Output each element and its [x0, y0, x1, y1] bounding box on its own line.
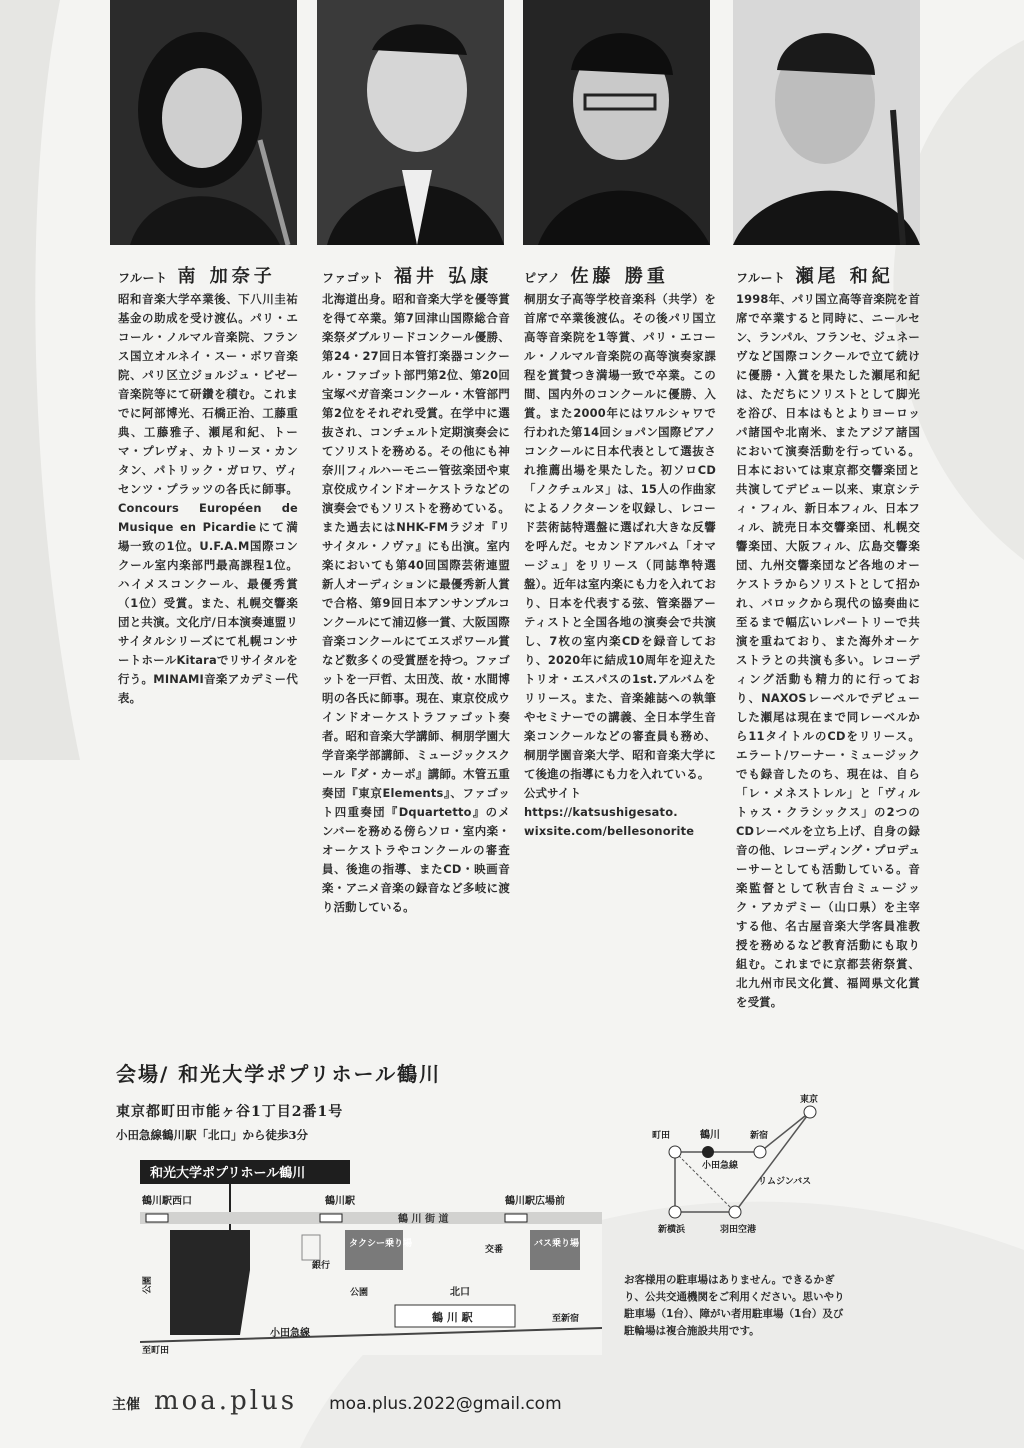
map-to-machida: 至町田 — [142, 1346, 170, 1355]
venue-info — [116, 1058, 441, 1143]
hall-building-shape — [170, 1230, 250, 1335]
map-stop-plaza: 鶴川駅広場前 — [505, 1196, 565, 1207]
performer-name: 南 加奈子 — [177, 266, 276, 287]
map-police-label: 交番 — [485, 1245, 504, 1255]
performer-name: 福井 弘康 — [394, 266, 493, 287]
host-label: 主催 — [112, 1397, 140, 1413]
route-shinyokohama: 新横浜 — [658, 1225, 686, 1235]
performer-name-row — [524, 262, 669, 288]
parking-notice: お客様用の駐車場はありません。できるかぎり、公共交通機関をご利用ください。思いやり駐車場（1台）、障がい者用駐車場（1台）及び駐輪場は複合施設共用です。 — [624, 1274, 845, 1337]
instrument-label: ピアノ — [524, 271, 561, 285]
map-street-label: 鶴 川 街 道 — [398, 1214, 449, 1225]
instrument-label: フルート — [118, 271, 168, 285]
map-hall-label: 和光大学ポプリホール鶴川 — [150, 1166, 306, 1181]
route-odakyu: 小田急線 — [702, 1161, 739, 1171]
brand-logo: moa.plus — [154, 1386, 298, 1416]
map-to-shinjuku: 至新宿 — [552, 1314, 580, 1324]
map-park2-label: 公園 — [350, 1288, 369, 1298]
area-map — [140, 1160, 602, 1355]
map-taxi-label: タクシー乗り場 — [349, 1239, 413, 1249]
map-station-label: 鶴 川 駅 — [432, 1311, 473, 1324]
contact-email[interactable]: moa.plus.2022@gmail.com — [329, 1394, 562, 1414]
map-park1-label: 公園 — [143, 1275, 153, 1294]
route-tokyo: 東京 — [800, 1095, 819, 1105]
route-machida: 町田 — [652, 1131, 671, 1141]
map-north-exit: 北口 — [450, 1287, 470, 1298]
venue-access: 小田急線鶴川駅「北口」から徒歩3分 — [116, 1128, 308, 1142]
performer-name-row — [118, 262, 276, 288]
performer-name-row — [736, 262, 894, 288]
venue-title: 会場/ 和光大学ポプリホール鶴川 — [116, 1062, 442, 1086]
route-haneda: 羽田空港 — [720, 1225, 757, 1235]
route-shinjuku: 新宿 — [750, 1131, 769, 1141]
performer-photo-minami — [110, 0, 297, 245]
performer-bio: 桐朋女子高等学校音楽科（共学）を首席で卒業後渡仏。その後パリ国立高等音楽院を1等賞、パリ・エコール・ノルマル音楽院の高等演奏家課程を賞賛つき満場一致で卒業。この間、国内外のコンクールに優勝、入賞。また2000年にはワルシャワで行われた第14回ショパン国際ピアノコンクールに日本代表として選抜され推薦出場を果たした。初ソロCD「ノクチュルヌ」は、15人の作曲家によるノクターンを収録し、レコード芸術誌特選盤に選ばれ大きな反響を呼んだ。セカンドアルバム「オマージュ」をリリース（同誌準特選盤）。近年は室内楽にも力を入れており、日本を代表する弦、管楽器アーティストと全国各地の演奏会で共演し、7枚の室内楽CDを録音しており、2020年に結成10周年を迎えたトリオ・エスパスの1st.アルバムをリリース。また、音楽雑誌への執筆やセミナーでの講義、全日本学生音楽コンクールなどの審査員も務め、桐朋学園音楽大学、昭和音楽大学にて後進の指導にも力を入れている。 公式サイト https://katsushigesato. wixsite.com/bellesonorite — [524, 292, 716, 838]
map-line-label: 小田急線 — [270, 1328, 310, 1339]
performer-name: 佐藤 勝重 — [570, 266, 669, 287]
map-stop-station: 鶴川駅 — [325, 1196, 355, 1207]
venue-address: 東京都町田市能ヶ谷1丁目2番1号 — [116, 1104, 344, 1120]
bus-stop-icon — [320, 1214, 342, 1222]
performer-name-row — [322, 262, 492, 288]
map-bank-label: 銀行 — [312, 1261, 331, 1271]
map-stop-west: 鶴川駅西口 — [142, 1196, 192, 1207]
performer-bio: 昭和音楽大学卒業後、下八川圭祐基金の助成を受け渡仏。パリ・エコール・ノルマル音楽院、フランス国立オルネイ・スー・ボワ音楽院、パリ区立ジョルジュ・ビゼー音楽院等にて研鑽を積む。これまでに阿部博光、石橋正治、工藤重典、工藤雅子、瀬尾和紀、トーマ・プレヴォ、カトリーヌ・カンタン、パトリック・ガロワ、ヴィセンツ・プラッツの各氏に師事。Concours Européen de Musique en Picardieにて満場一致の1位。U.F.A.M国際コンクール室内楽部門最高課程1位。ハイメスコンクール、最優秀賞（1位）受賞。また、札幌交響楽団と共演。文化庁/日本演奏連盟リサイタルシリーズにて札幌コンサートホールKitaraでリサイタルを行う。MINAMI音楽アカデミー代表。 — [118, 292, 298, 705]
performer-name: 瀬尾 和紀 — [795, 266, 894, 287]
bus-stop-icon — [146, 1214, 168, 1222]
map-bus-label: バス乗り場 — [534, 1239, 580, 1249]
route-diagram — [640, 1092, 840, 1242]
footer — [112, 1386, 562, 1416]
route-tsurukawa: 鶴川 — [700, 1130, 720, 1141]
route-limousine: リムジンバス — [758, 1177, 812, 1187]
performer-bio: 北海道出身。昭和音楽大学を優等賞を得て卒業。第7回津山国際総合音楽祭ダブルリードコンクール優勝、第24・27回日本管打楽器コンクール・ファゴット部門第2位、第20回宝塚ベガ音楽コンクール・木管部門第2位をそれぞれ受賞。在学中に選抜され、コンチェルト定期演奏会にてソリストを務める。その他にも神奈川フィルハーモニー管弦楽団や東京佼成ウインドオーケストラなどの演奏会でもソリストを務めている。また過去にはNHK-FMラジオ『リサイタル・ノヴァ』にも出演。室内楽においても第40回国際芸術連盟新人オーディションに最優秀新人賞で合格、第9回日本アンサンブルコンクールにて浦辺修一賞、大阪国際音楽コンクールにてエスポワール賞など数多くの受賞歴を持つ。ファゴットを一戸哲、太田茂、故・水間博明の各氏に師事。現在、東京佼成ウインドオーケストラファゴット奏者。昭和音楽大学講師、桐朋学園大学音楽学部講師、ミュージックスクール『ダ・カーポ』講師。木管五重奏団『東京Elements』、ファゴット四重奏団『Dquartetto』のメンバーを務める傍らソロ・室内楽・オーケストラやコンクールの審査員、後進の指導、またCD・映画音楽・アニメ音楽の録音など多岐に渡り活動している。 — [322, 292, 510, 914]
instrument-label: フルート — [736, 271, 786, 285]
performer-photo-sato — [523, 0, 710, 245]
instrument-label: ファゴット — [322, 271, 385, 285]
performer-photo-fukui — [317, 0, 504, 245]
performer-photo-seo — [733, 0, 920, 245]
performer-bio: 1998年、パリ国立高等音楽院を首席で卒業すると同時に、ニールセン、ランパル、フランセ、ジュネーヴなど国際コンクールで立て続けに優勝・入賞を果たした瀬尾和紀は、ただちにソリストとして脚光を浴び、日本はもとよりヨーロッパ諸国や北南米、またアジア諸国において演奏活動を行っている。日本においては東京都交響楽団と共演してデビュー以来、東京シティ・フィル、新日本フィル、日本フィル、読売日本交響楽団、札幌交響楽団、大阪フィル、広島交響楽団、九州交響楽団など各地のオーケストラからソリストとして招かれ、バロックから現代の協奏曲に至るまで幅広いレパートリーで共演を重ねており、また海外オーケストラとの共演も多い。レコーディング活動も精力的に行っており、NAXOSレーベルでデビューした瀬尾は現在まで同レーベルから11タイトルのCDをリリース。エラート/ワーナー・ミュージックでも録音したのち、現在は、自ら「レ・メネストレル」と「ヴィルトゥス・クラシックス」の2つのCDレーベルを立ち上げ、自身の録音の他、レコーディング・プロデューサーとしても活動している。音楽監督として秋吉台ミュージック・アカデミー（山口県）を主宰する他、名古屋音楽大学客員准教授を務めるなど教育活動にも取り組む。これまでに京都芸術祭賞、北九州市民文化賞、福岡県文化賞を受賞。 — [736, 292, 920, 1009]
bus-stop-icon — [505, 1214, 527, 1222]
